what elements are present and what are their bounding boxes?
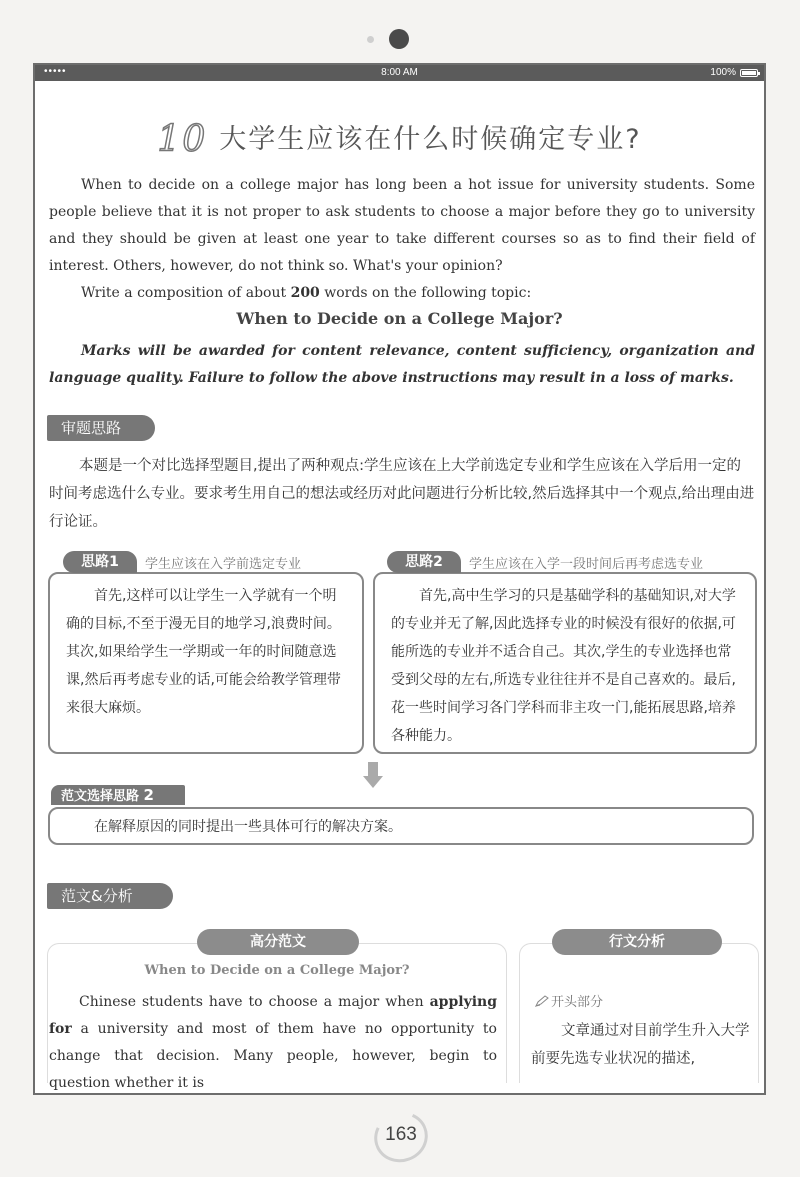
essay-highlight: applying for [49,994,497,1037]
status-time: 8:00 AM [381,67,418,78]
title-text: 大学生应该在什么时候确定专业? [219,124,642,155]
sample-choice-tag: 范文选择思路 2 [51,785,185,805]
page-title [35,117,764,160]
analysis-paragraph: 文章通过对目前学生升入大学前要先选专业状况的描述, [531,1023,750,1067]
analysis-tag: 审题思路 [47,415,155,441]
essay-title: When to Decide on a College Major? [144,963,410,978]
battery-icon [740,69,758,77]
analysis-heading: 开头部分 [535,991,603,1010]
sample-choice-box [48,807,754,845]
idea-2-text: 首先,高中生学习的只是基础学科的基础知识,对大学的专业并无了解,因此选择专业的时候没有很好的依据,可能所选的专业并不适合自己。其次,学生的专业选择也常受到父母的左右,所选专业往往并不是自己喜欢的。最后,花一些时间学习各门学科而非主攻一门,能拓展思路,培养各种能力。 [391,588,736,744]
page-indicator [0,28,800,48]
down-arrow-icon [363,762,383,790]
essay-paragraph: Chinese students have to choose a major when applying for a university and most of them have no opportunity to change that decision. Many people, however, begin to question whether it is [49,994,497,1091]
idea-1-text: 首先,这样可以让学生一入学就有一个明确的目标,不至于漫无目的地学习,浪费时间。其次,如果给学生一学期或一年的时间随意选课,然后再考虑专业的话,可能会给教学管理带来很大麻烦。 [66,588,341,716]
analysis-text: 本题是一个对比选择型题目,提出了两种观点:学生应该在上大学前选定专业和学生应该在入学后用一定的时间考虑选什么专业。要求考生用自己的想法或经历对此问题进行分析比较,然后选择其中一个观点,给出理由进行论证。 [49,458,755,530]
idea-2-label: 学生应该在入学一段时间后再考虑选专业 [469,557,704,572]
essay-section-tag: 范文&分析 [47,883,173,909]
battery-percent: 100% [710,67,736,78]
idea-2-badge: 思路2 [387,551,461,573]
idea-1-badge: 思路1 [63,551,137,573]
sample-choice-text: 在解释原因的同时提出一些具体可行的解决方案。 [94,819,402,835]
idea-box-1 [48,572,364,754]
marking-instructions: Marks will be awarded for content relevance, content sufficiency, organization and language quality. Failure to follow the above instructions may result in a loss of marks. [49,343,755,386]
page-dot-active[interactable] [389,29,409,49]
prompt-paragraph-2: Write a composition of about 200 words on the following topic: [81,285,532,301]
prompt-paragraph-1: When to decide on a college major has long been a hot issue for university students. Some people believe that it is not proper to ask students to choose a major before they go to university and they should be given at least one year to take different courses so as to find their field of interest. Others, however, do not think so. What's your opinion? [49,177,755,274]
title-number: 10 [157,119,208,160]
essay-pill: 高分范文 [197,929,359,955]
pen-icon [535,995,549,1007]
analysis-pill: 行文分析 [552,929,722,955]
idea-1-label: 学生应该在入学前选定专业 [145,557,302,572]
page-number [374,1112,428,1162]
idea-box-2 [373,572,757,754]
tablet-frame [33,63,766,1095]
page-number-text: 163 [385,1124,417,1145]
page-dot-inactive[interactable] [367,36,374,43]
signal-icon: ••••• [44,66,67,77]
status-bar [35,65,764,81]
word-count: 200 [290,285,320,301]
composition-topic: When to Decide on a College Major? [236,309,563,328]
